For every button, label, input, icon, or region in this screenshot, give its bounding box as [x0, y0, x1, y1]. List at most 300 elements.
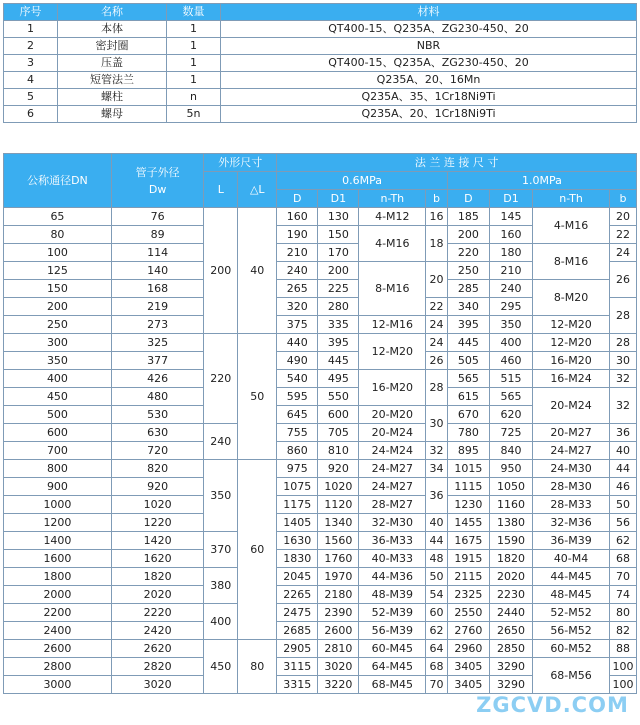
- cell-b-10: 50: [610, 496, 637, 514]
- header-pressure-0-6: 0.6MPa: [277, 172, 448, 190]
- cell-d-06: 320: [277, 298, 318, 316]
- cell-length: 240: [204, 424, 238, 460]
- cell-d1-10: 3290: [489, 658, 532, 676]
- cell-b-10: 100: [610, 676, 637, 694]
- cell-d-06: 375: [277, 316, 318, 334]
- part-quantity: 1: [167, 21, 221, 38]
- cell-d1-06: 600: [318, 406, 359, 424]
- cell-b-06: 30: [426, 406, 448, 442]
- cell-nth-06: 16-M20: [359, 370, 426, 406]
- part-name: 短管法兰: [58, 72, 167, 89]
- table-row: [4, 550, 637, 568]
- part-index: 1: [4, 21, 58, 38]
- cell-b-06: 64: [426, 640, 448, 658]
- cell-d-06: 2905: [277, 640, 318, 658]
- cell-d1-10: 620: [489, 406, 532, 424]
- cell-dw: 273: [111, 316, 203, 334]
- cell-nth-06: 60-M45: [359, 640, 426, 658]
- cell-b-06: 28: [426, 370, 448, 406]
- cell-dn: 300: [4, 334, 112, 352]
- cell-d1-10: 2020: [489, 568, 532, 586]
- cell-nth-10: 56-M52: [533, 622, 610, 640]
- cell-b-10: 88: [610, 640, 637, 658]
- header-material: 材料: [221, 4, 637, 21]
- cell-nth-06: 24-M27: [359, 478, 426, 496]
- cell-b-10: 28: [610, 334, 637, 352]
- cell-nth-10: 24-M30: [533, 460, 610, 478]
- cell-b-06: 24: [426, 316, 448, 334]
- cell-d1-06: 3220: [318, 676, 359, 694]
- cell-dw: 1620: [111, 550, 203, 568]
- cell-d-10: 895: [447, 442, 489, 460]
- cell-d-10: 1915: [447, 550, 489, 568]
- part-index: 3: [4, 55, 58, 72]
- cell-dn: 450: [4, 388, 112, 406]
- cell-b-10: 30: [610, 352, 637, 370]
- cell-d1-10: 160: [489, 226, 532, 244]
- cell-b-10: 24: [610, 244, 637, 262]
- cell-b-10: 44: [610, 460, 637, 478]
- cell-nth-10: 68-M56: [533, 658, 610, 694]
- cell-d1-10: 1050: [489, 478, 532, 496]
- table-row: [4, 334, 637, 352]
- cell-b-10: 62: [610, 532, 637, 550]
- cell-d-10: 505: [447, 352, 489, 370]
- cell-delta-length: 80: [238, 640, 277, 694]
- cell-nth-10: 12-M20: [533, 334, 610, 352]
- cell-dn: 350: [4, 352, 112, 370]
- parts-row: [4, 21, 637, 38]
- table-row: [4, 604, 637, 622]
- cell-b-06: 48: [426, 550, 448, 568]
- cell-d-06: 265: [277, 280, 318, 298]
- cell-d-06: 160: [277, 208, 318, 226]
- cell-dw: 140: [111, 262, 203, 280]
- cell-b-10: 22: [610, 226, 637, 244]
- cell-length: 400: [204, 604, 238, 640]
- cell-b-06: 24: [426, 334, 448, 352]
- cell-d-10: 615: [447, 388, 489, 406]
- cell-d-10: 3405: [447, 676, 489, 694]
- cell-b-10: 68: [610, 550, 637, 568]
- cell-d1-06: 810: [318, 442, 359, 460]
- cell-dn: 65: [4, 208, 112, 226]
- cell-dn: 1800: [4, 568, 112, 586]
- table-row: [4, 532, 637, 550]
- cell-d-10: 2325: [447, 586, 489, 604]
- cell-dw: 630: [111, 424, 203, 442]
- cell-nth-06: 36-M33: [359, 532, 426, 550]
- cell-nth-10: 20-M24: [533, 388, 610, 424]
- cell-d-10: 3405: [447, 658, 489, 676]
- cell-d1-06: 1970: [318, 568, 359, 586]
- cell-b-10: 100: [610, 658, 637, 676]
- cell-dn: 1600: [4, 550, 112, 568]
- cell-dw: 1220: [111, 514, 203, 532]
- cell-d-06: 1630: [277, 532, 318, 550]
- header-d1: D1: [318, 190, 359, 208]
- cell-b-06: 68: [426, 658, 448, 676]
- cell-delta-length: 40: [238, 208, 277, 334]
- cell-b-10: 20: [610, 208, 637, 226]
- cell-d-10: 2960: [447, 640, 489, 658]
- part-name: 密封圈: [58, 38, 167, 55]
- parts-header-row: [4, 4, 637, 21]
- cell-b-06: 20: [426, 262, 448, 298]
- table-row: [4, 478, 637, 496]
- cell-d-06: 1075: [277, 478, 318, 496]
- header-d: D: [447, 190, 489, 208]
- parts-row: [4, 55, 637, 72]
- cell-dn: 2600: [4, 640, 112, 658]
- cell-d-06: 1175: [277, 496, 318, 514]
- cell-nth-06: 4-M12: [359, 208, 426, 226]
- cell-nth-06: 56-M39: [359, 622, 426, 640]
- cell-d1-06: 170: [318, 244, 359, 262]
- cell-length: 200: [204, 208, 238, 334]
- cell-nth-06: 20-M24: [359, 424, 426, 442]
- cell-dn: 3000: [4, 676, 112, 694]
- cell-d-06: 490: [277, 352, 318, 370]
- header-pressure-1-0: 1.0MPa: [447, 172, 636, 190]
- cell-d1-06: 280: [318, 298, 359, 316]
- cell-d-10: 1115: [447, 478, 489, 496]
- parts-row: [4, 38, 637, 55]
- cell-dw: 3020: [111, 676, 203, 694]
- part-material: QT400-15、Q235A、ZG230-450、20: [221, 21, 637, 38]
- table-row: [4, 280, 637, 298]
- cell-d-06: 190: [277, 226, 318, 244]
- cell-d1-06: 200: [318, 262, 359, 280]
- cell-b-06: 34: [426, 460, 448, 478]
- cell-nth-10: 16-M20: [533, 352, 610, 370]
- cell-nth-06: 12-M16: [359, 316, 426, 334]
- cell-d1-06: 550: [318, 388, 359, 406]
- cell-d-06: 975: [277, 460, 318, 478]
- cell-d1-10: 400: [489, 334, 532, 352]
- cell-d1-10: 515: [489, 370, 532, 388]
- table-row: [4, 352, 637, 370]
- parts-row: [4, 89, 637, 106]
- part-quantity: 1: [167, 72, 221, 89]
- watermark: ZGCVD.COM: [476, 693, 629, 717]
- table-row: [4, 622, 637, 640]
- cell-dn: 200: [4, 298, 112, 316]
- cell-nth-10: 32-M36: [533, 514, 610, 532]
- table-row: [4, 496, 637, 514]
- cell-d-10: 1230: [447, 496, 489, 514]
- table-row: [4, 514, 637, 532]
- cell-d1-06: 2810: [318, 640, 359, 658]
- cell-d-06: 2045: [277, 568, 318, 586]
- cell-nth-10: 4-M16: [533, 208, 610, 244]
- cell-dw: 426: [111, 370, 203, 388]
- cell-nth-10: 48-M45: [533, 586, 610, 604]
- header-b: b: [426, 190, 448, 208]
- cell-dw: 89: [111, 226, 203, 244]
- header-pipe-label: 管子外径: [135, 165, 180, 179]
- cell-nth-10: 24-M27: [533, 442, 610, 460]
- cell-d-10: 200: [447, 226, 489, 244]
- cell-dw: 820: [111, 460, 203, 478]
- table-row: [4, 460, 637, 478]
- cell-b-10: 70: [610, 568, 637, 586]
- cell-dw: 325: [111, 334, 203, 352]
- cell-nth-10: 8-M16: [533, 244, 610, 280]
- table-row: [4, 388, 637, 406]
- cell-length: 350: [204, 460, 238, 532]
- cell-d-06: 645: [277, 406, 318, 424]
- part-index: 2: [4, 38, 58, 55]
- cell-length: 220: [204, 334, 238, 424]
- cell-d1-10: 145: [489, 208, 532, 226]
- cell-dn: 700: [4, 442, 112, 460]
- cell-d1-10: 725: [489, 424, 532, 442]
- part-quantity: 1: [167, 55, 221, 72]
- cell-d1-06: 130: [318, 208, 359, 226]
- table-row: [4, 316, 637, 334]
- table-row: [4, 658, 637, 676]
- cell-d1-10: 295: [489, 298, 532, 316]
- header-index: 序号: [4, 4, 58, 21]
- cell-d1-10: 2440: [489, 604, 532, 622]
- cell-nth-10: 20-M27: [533, 424, 610, 442]
- cell-d-06: 540: [277, 370, 318, 388]
- cell-d1-10: 840: [489, 442, 532, 460]
- cell-b-10: 40: [610, 442, 637, 460]
- cell-d1-10: 3290: [489, 676, 532, 694]
- part-index: 6: [4, 106, 58, 123]
- cell-nth-10: 28-M30: [533, 478, 610, 496]
- cell-d-06: 1405: [277, 514, 318, 532]
- cell-d-06: 755: [277, 424, 318, 442]
- cell-d-10: 1675: [447, 532, 489, 550]
- cell-nth-06: 24-M24: [359, 442, 426, 460]
- cell-d-10: 2115: [447, 568, 489, 586]
- cell-dn: 250: [4, 316, 112, 334]
- cell-dn: 125: [4, 262, 112, 280]
- header-d: D: [277, 190, 318, 208]
- cell-dw: 920: [111, 478, 203, 496]
- cell-d1-06: 1760: [318, 550, 359, 568]
- cell-d1-06: 335: [318, 316, 359, 334]
- cell-d-06: 1830: [277, 550, 318, 568]
- part-material: NBR: [221, 38, 637, 55]
- header-outline-dimensions: 外形尺寸: [204, 154, 277, 172]
- cell-nth-10: 60-M52: [533, 640, 610, 658]
- cell-dn: 400: [4, 370, 112, 388]
- table-row: [4, 640, 637, 658]
- cell-d1-10: 565: [489, 388, 532, 406]
- cell-d1-06: 445: [318, 352, 359, 370]
- cell-nth-10: 16-M24: [533, 370, 610, 388]
- cell-nth-06: 44-M36: [359, 568, 426, 586]
- cell-b-10: 56: [610, 514, 637, 532]
- cell-d-10: 185: [447, 208, 489, 226]
- cell-d1-06: 225: [318, 280, 359, 298]
- part-index: 5: [4, 89, 58, 106]
- cell-d1-06: 1120: [318, 496, 359, 514]
- cell-d1-06: 1340: [318, 514, 359, 532]
- cell-dw: 1020: [111, 496, 203, 514]
- cell-b-10: 28: [610, 298, 637, 334]
- cell-d-06: 240: [277, 262, 318, 280]
- cell-nth-06: 24-M27: [359, 460, 426, 478]
- cell-d-10: 340: [447, 298, 489, 316]
- table-row: [4, 442, 637, 460]
- cell-dn: 1400: [4, 532, 112, 550]
- cell-dw: 2820: [111, 658, 203, 676]
- cell-d1-06: 2600: [318, 622, 359, 640]
- cell-d1-10: 2850: [489, 640, 532, 658]
- cell-d-10: 670: [447, 406, 489, 424]
- cell-d-10: 220: [447, 244, 489, 262]
- cell-b-10: 32: [610, 370, 637, 388]
- header-nominal-diameter: 公称通径DN: [4, 154, 112, 208]
- cell-dw: 2620: [111, 640, 203, 658]
- cell-nth-06: 28-M27: [359, 496, 426, 514]
- cell-b-06: 16: [426, 208, 448, 226]
- cell-d-10: 780: [447, 424, 489, 442]
- header-n-th: n-Th: [359, 190, 426, 208]
- cell-dw: 530: [111, 406, 203, 424]
- header-delta-length: △L: [238, 172, 277, 208]
- part-quantity: 5n: [167, 106, 221, 123]
- table-row: [4, 244, 637, 262]
- cell-dw: 76: [111, 208, 203, 226]
- cell-b-06: 36: [426, 478, 448, 514]
- header-length: L: [204, 172, 238, 208]
- cell-dn: 100: [4, 244, 112, 262]
- cell-dn: 2000: [4, 586, 112, 604]
- cell-nth-06: 4-M16: [359, 226, 426, 262]
- cell-nth-10: 12-M20: [533, 316, 610, 334]
- parts-row: [4, 106, 637, 123]
- part-quantity: n: [167, 89, 221, 106]
- cell-d1-06: 1560: [318, 532, 359, 550]
- cell-dn: 150: [4, 280, 112, 298]
- cell-d1-06: 2390: [318, 604, 359, 622]
- cell-b-10: 26: [610, 262, 637, 298]
- cell-nth-06: 32-M30: [359, 514, 426, 532]
- cell-d-06: 440: [277, 334, 318, 352]
- cell-nth-06: 8-M16: [359, 262, 426, 316]
- cell-b-10: 74: [610, 586, 637, 604]
- cell-dn: 2800: [4, 658, 112, 676]
- cell-nth-10: 8-M20: [533, 280, 610, 316]
- cell-b-10: 36: [610, 424, 637, 442]
- cell-d-10: 2550: [447, 604, 489, 622]
- header-pipe-outer-diameter: [111, 154, 203, 208]
- cell-dw: 168: [111, 280, 203, 298]
- cell-dn: 1000: [4, 496, 112, 514]
- cell-b-06: 22: [426, 298, 448, 316]
- cell-b-06: 40: [426, 514, 448, 532]
- table-row: [4, 424, 637, 442]
- parts-table: [3, 3, 637, 123]
- cell-d-10: 395: [447, 316, 489, 334]
- cell-d1-10: 950: [489, 460, 532, 478]
- cell-d-06: 3115: [277, 658, 318, 676]
- cell-dw: 720: [111, 442, 203, 460]
- part-index: 4: [4, 72, 58, 89]
- cell-nth-06: 12-M20: [359, 334, 426, 370]
- cell-nth-06: 20-M20: [359, 406, 426, 424]
- cell-nth-06: 52-M39: [359, 604, 426, 622]
- part-name: 本体: [58, 21, 167, 38]
- cell-nth-10: 36-M39: [533, 532, 610, 550]
- cell-nth-06: 64-M45: [359, 658, 426, 676]
- cell-dn: 500: [4, 406, 112, 424]
- part-quantity: 1: [167, 38, 221, 55]
- cell-b-06: 18: [426, 226, 448, 262]
- cell-d1-06: 2180: [318, 586, 359, 604]
- cell-delta-length: 50: [238, 334, 277, 460]
- header-name: 名称: [58, 4, 167, 21]
- header-quantity: 数量: [167, 4, 221, 21]
- cell-length: 450: [204, 640, 238, 694]
- cell-dn: 800: [4, 460, 112, 478]
- cell-d-10: 445: [447, 334, 489, 352]
- cell-d1-06: 395: [318, 334, 359, 352]
- cell-d-06: 210: [277, 244, 318, 262]
- cell-d1-10: 1160: [489, 496, 532, 514]
- part-material: QT400-15、Q235A、ZG230-450、20: [221, 55, 637, 72]
- cell-dw: 480: [111, 388, 203, 406]
- cell-b-10: 82: [610, 622, 637, 640]
- part-name: 压盖: [58, 55, 167, 72]
- cell-d-06: 595: [277, 388, 318, 406]
- cell-b-10: 32: [610, 388, 637, 424]
- cell-nth-10: 44-M45: [533, 568, 610, 586]
- cell-dn: 1200: [4, 514, 112, 532]
- dimension-table: [3, 153, 637, 694]
- cell-d-10: 1015: [447, 460, 489, 478]
- cell-d1-10: 1820: [489, 550, 532, 568]
- cell-dw: 114: [111, 244, 203, 262]
- cell-d1-10: 1590: [489, 532, 532, 550]
- cell-d1-10: 1380: [489, 514, 532, 532]
- cell-dw: 2020: [111, 586, 203, 604]
- table-row: [4, 586, 637, 604]
- part-material: Q235A、35、1Cr18Ni9Ti: [221, 89, 637, 106]
- cell-dn: 600: [4, 424, 112, 442]
- cell-d1-10: 180: [489, 244, 532, 262]
- part-material: Q235A、20、1Cr18Ni9Ti: [221, 106, 637, 123]
- cell-dw: 1820: [111, 568, 203, 586]
- cell-dn: 900: [4, 478, 112, 496]
- table-row: [4, 208, 637, 226]
- header-b: b: [610, 190, 637, 208]
- header-n-th: n-Th: [533, 190, 610, 208]
- cell-d1-06: 1020: [318, 478, 359, 496]
- cell-length: 380: [204, 568, 238, 604]
- cell-d-10: 2760: [447, 622, 489, 640]
- header-flange-dimensions: 法 兰 连 接 尺 寸: [277, 154, 637, 172]
- cell-d-06: 2475: [277, 604, 318, 622]
- part-name: 螺母: [58, 106, 167, 123]
- cell-b-06: 62: [426, 622, 448, 640]
- cell-b-10: 80: [610, 604, 637, 622]
- cell-d-10: 285: [447, 280, 489, 298]
- cell-dw: 2420: [111, 622, 203, 640]
- cell-dw: 1420: [111, 532, 203, 550]
- cell-dw: 2220: [111, 604, 203, 622]
- cell-d1-06: 920: [318, 460, 359, 478]
- part-material: Q235A、20、16Mn: [221, 72, 637, 89]
- cell-b-06: 60: [426, 604, 448, 622]
- dim-header-row-1: [4, 154, 637, 172]
